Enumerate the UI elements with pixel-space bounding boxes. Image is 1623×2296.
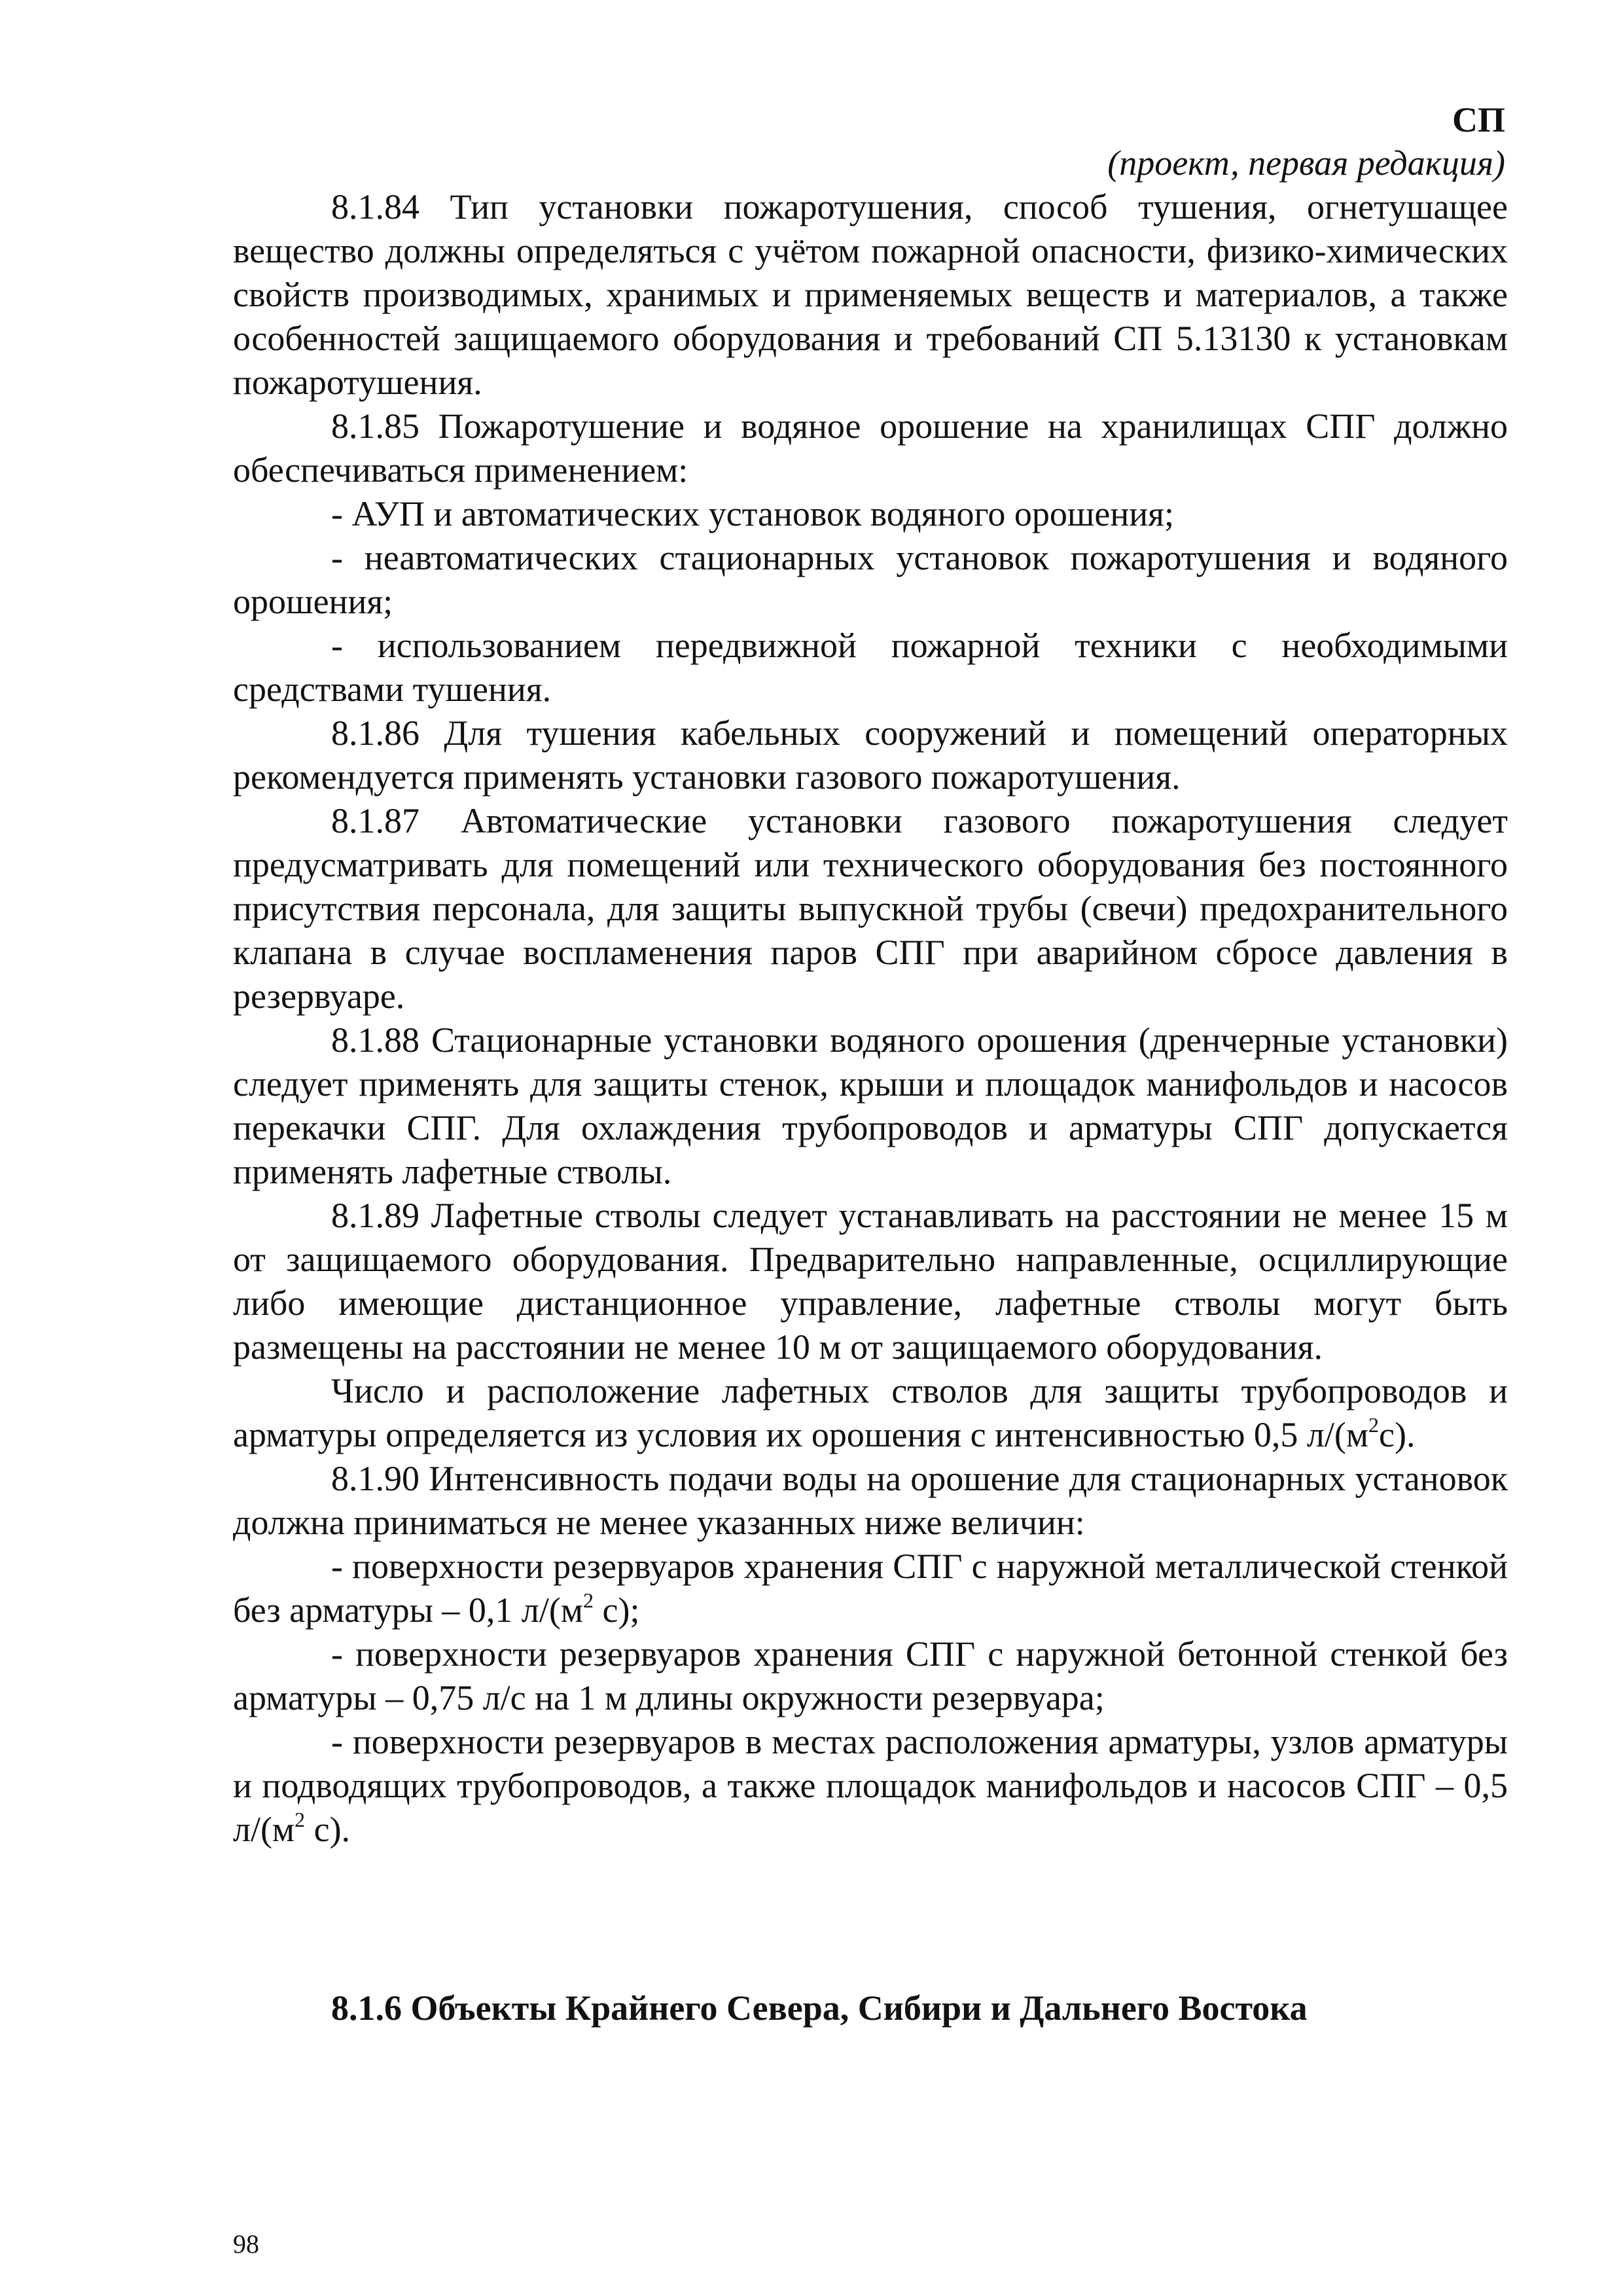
paragraph-monitor-intensity bbox=[233, 1369, 1508, 1457]
list-item-metal-wall bbox=[233, 1545, 1508, 1632]
superscript: 2 bbox=[583, 1588, 594, 1612]
paragraph-text: с); bbox=[594, 1590, 640, 1630]
paragraph-text: с). bbox=[1379, 1415, 1416, 1454]
paragraph-8-1-87: 8.1.87 Автоматические установки газового пожаротушения следует предусматривать для помещений или технического оборудования без постоянного присутствия персонала, для защиты выпускной трубы (свечи) предохранительного клапана в случае воспламенения паров СПГ при аварийном сбросе давления в резервуаре. bbox=[233, 801, 1508, 1016]
list-item-fittings bbox=[233, 1720, 1508, 1852]
list-item-non-automatic: - неавтоматических стационарных установок пожаротушения и водяного орошения; bbox=[233, 538, 1508, 621]
document-code: СП bbox=[1452, 100, 1505, 139]
paragraph-text: с). bbox=[305, 1810, 351, 1849]
paragraph-text: - поверхности резервуаров в местах расположения арматуры, узлов арматуры и подводящих трубопроводов, а также площадок манифольдов и насосов СПГ – 0,5 л/(м bbox=[233, 1722, 1508, 1849]
list-item-concrete-wall: - поверхности резервуаров хранения СПГ с наружной бетонной стенкой без арматуры – 0,75 л/с на 1 м длины окружности резервуара; bbox=[233, 1634, 1508, 1717]
list-item-aup: - АУП и автоматических установок водяного орошения; bbox=[331, 494, 1175, 533]
paragraph-8-1-90: 8.1.90 Интенсивность подачи воды на орошение для стационарных установок должна приниматься не менее указанных ниже величин: bbox=[233, 1459, 1508, 1542]
superscript: 2 bbox=[294, 1808, 306, 1831]
paragraph-8-1-88: 8.1.88 Стационарные установки водяного орошения (дренчерные установки) следует применять для защиты стенок, крыши и площадок манифольдов и насосов перекачки СПГ. Для охлаждения трубопроводов и арматуры СПГ допускается применять лафетные стволы. bbox=[233, 1020, 1508, 1191]
paragraph-8-1-85: 8.1.85 Пожаротушение и водяное орошение на хранилищах СПГ должно обеспечиваться применением: bbox=[233, 406, 1508, 490]
paragraph-8-1-89: 8.1.89 Лафетные стволы следует устанавливать на расстоянии не менее 15 м от защищаемого оборудования. Предварительно направленные, осциллирующие либо имеющие дистанционное управление, лафетные стволы могут быть размещены на расстоянии не менее 10 м от защищаемого оборудования. bbox=[233, 1196, 1508, 1367]
paragraph-8-1-84: 8.1.84 Тип установки пожаротушения, способ тушения, огнетушащее вещество должны определяться с учётом пожарной опасности, физико-химических свойств производимых, хранимых и применяемых веществ и материалов, а также особенностей защищаемого оборудования и требований СП 5.13130 к установкам пожаротушения. bbox=[233, 187, 1508, 402]
document-edition-note: (проект, первая редакция) bbox=[1107, 143, 1505, 183]
paragraph-8-1-86: 8.1.86 Для тушения кабельных сооружений и помещений операторных рекомендуется применять установки газового пожаротушения. bbox=[233, 713, 1508, 797]
section-heading: 8.1.6 Объекты Крайнего Севера, Сибири и Дальнего Востока bbox=[331, 1988, 1308, 2028]
list-item-mobile-equipment: - использованием передвижной пожарной техники с необходимыми средствами тушения. bbox=[233, 626, 1508, 709]
page-number: 98 bbox=[233, 2229, 259, 2259]
paragraph-text: - поверхности резервуаров хранения СПГ с наружной металлической стенкой без арматуры – 0,1 л/(м bbox=[233, 1547, 1508, 1630]
paragraph-text: Число и расположение лафетных стволов для защиты трубопроводов и арматуры определяется из условия их орошения с интенсивностью 0,5 л/(м bbox=[233, 1371, 1508, 1454]
document-body bbox=[233, 185, 1508, 1852]
superscript: 2 bbox=[1368, 1413, 1380, 1437]
